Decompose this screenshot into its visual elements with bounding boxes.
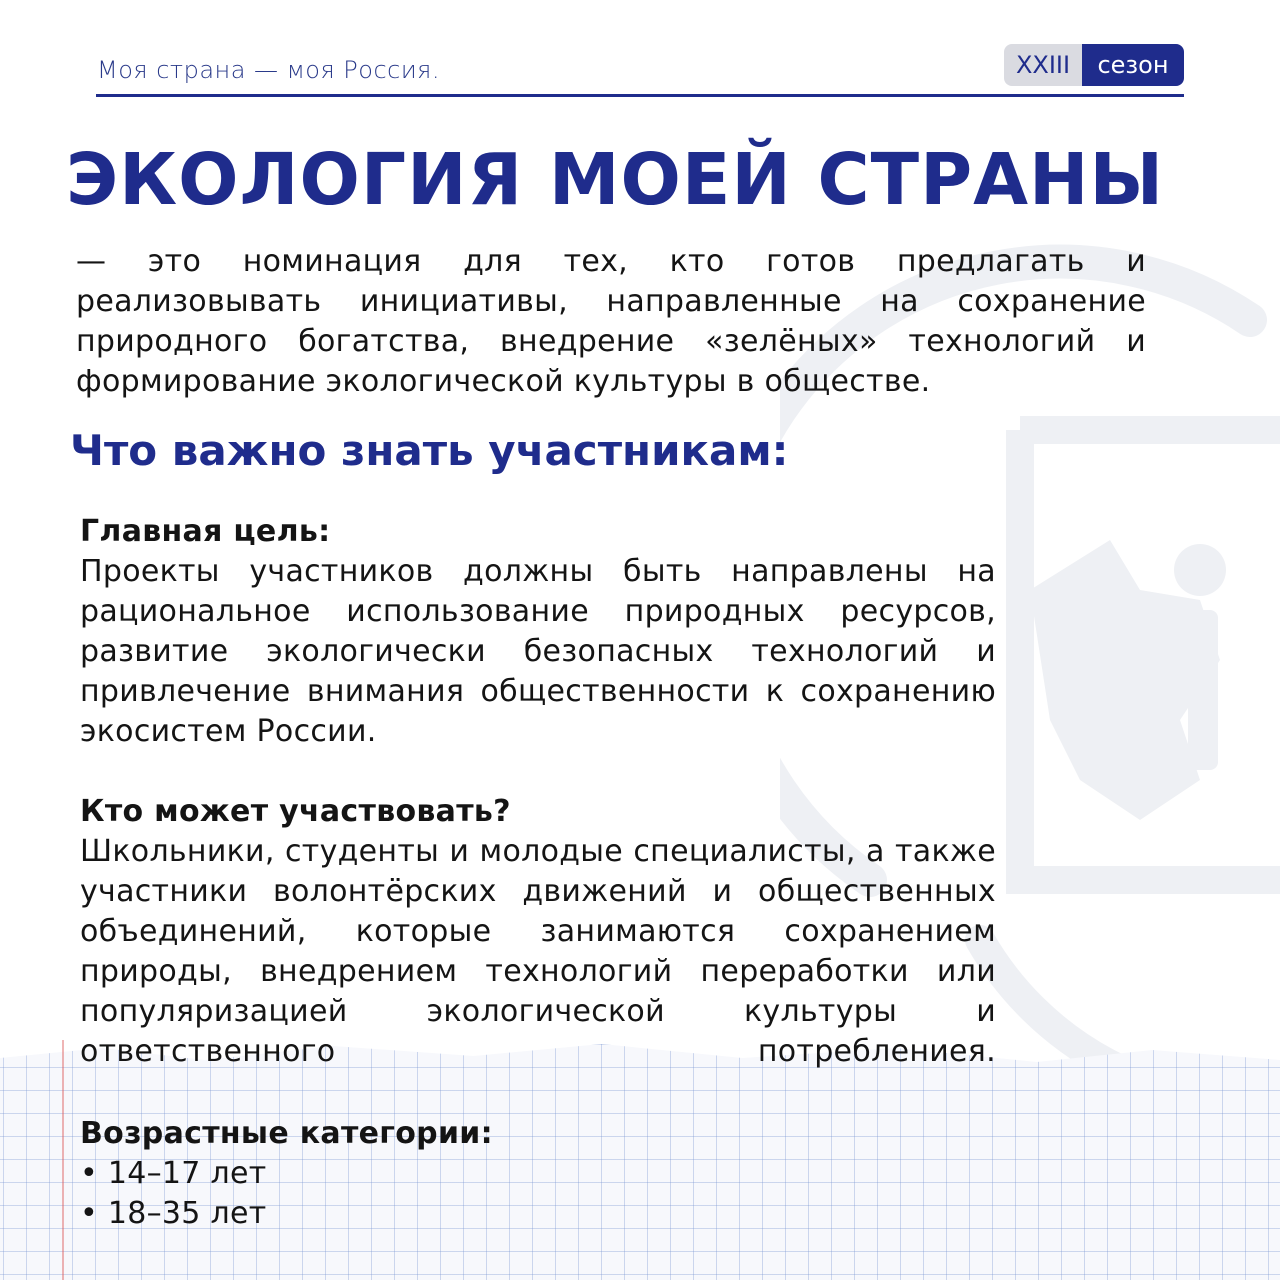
age-block bbox=[80, 1114, 996, 1234]
participants-title: Кто может участвовать? bbox=[80, 794, 511, 829]
age-item: • 14–17 лет bbox=[80, 1154, 996, 1194]
participants-block bbox=[80, 792, 996, 1072]
intro-paragraph: — это номинация для тех, кто готов предлагать и реализовывать инициативы, направленные на сохранение природного богатства, внедрение «зелёных» технологий и формирование экологической культуры в обществе. bbox=[76, 244, 1146, 399]
age-item: • 18–35 лет bbox=[80, 1194, 996, 1234]
participants-text: Школьники, студенты и молодые специалисты, а также участники волонтёрских движений и общественных объединений, которые занимаются сохранением природы, внедрением технологий переработки или популяризацией экологической культуры и ответственного потреблениея. bbox=[80, 834, 996, 1069]
season-badge bbox=[1004, 44, 1184, 86]
header-tagline: Моя страна — моя Россия. bbox=[97, 56, 440, 84]
goal-block bbox=[80, 512, 996, 752]
goal-text: Проекты участников должны быть направлены на рациональное использование природных ресурсов, развитие экологически безопасных технологий и привлечение внимания общественности к сохранению экосистем России. bbox=[80, 554, 996, 749]
grid-paper-margin-line bbox=[62, 1040, 64, 1280]
season-label: сезон bbox=[1082, 44, 1184, 86]
section-heading: Что важно знать участникам: bbox=[70, 426, 789, 475]
header-divider bbox=[96, 94, 1184, 97]
page-title: ЭКОЛОГИЯ МОЕЙ СТРАНЫ bbox=[66, 138, 1165, 221]
age-list bbox=[80, 1154, 996, 1234]
goal-title: Главная цель: bbox=[80, 514, 331, 549]
season-number: XXIII bbox=[1004, 44, 1082, 86]
age-title: Возрастные категории: bbox=[80, 1116, 493, 1151]
